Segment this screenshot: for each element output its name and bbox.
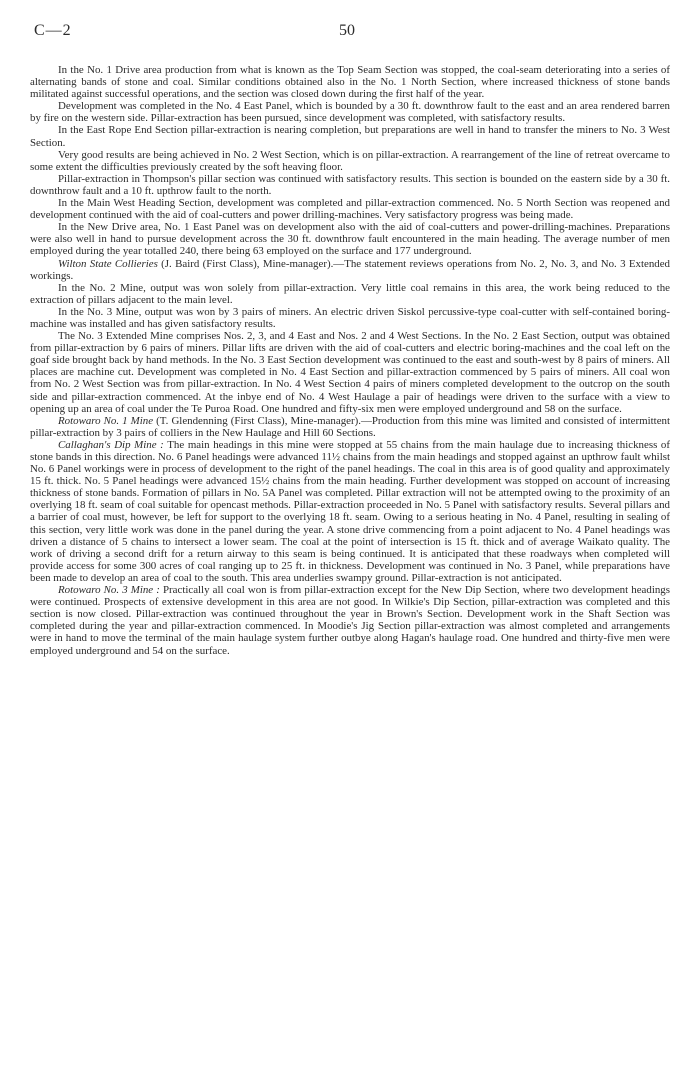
paragraph: Rotowaro No. 1 Mine (T. Glendenning (First Class), Mine-manager).—Production from this mine was limited and consisted of intermittent pillar-extraction by 3 pairs of colliers in the New Haulage and Hill 60 Sections.	[30, 414, 670, 439]
paragraph: The No. 3 Extended Mine comprises Nos. 2, 3, and 4 East and Nos. 2 and 4 West Sections. In the No. 2 East Section, output was obtained from pillar-extraction by 6 pairs of miners. Pillar lifts are driven with the aid of coal-cutters and electric boring-machines and the coal left on the goaf side brought back by hand methods. In the No. 3 East Section development was continued to the east and south-west by 8 pairs of miners. All places are machine cut. Development was completed in No. 4 East Section and pillar-extraction commenced by 5 pairs of miners. All coal won from No. 2 West Section was from pillar-extraction. In No. 4 West Section 4 pairs of miners completed development to the outcrop on the south side and pillar-extraction commenced. At the inbye end of No. 4 West Haulage a pair of headings were driven to the surface with a view to opening up an area of coal under the Te Puroa Road. One hundred and fifty-six men were employed underground and 58 on the surface.	[30, 330, 670, 415]
paragraph: Development was completed in the No. 4 East Panel, which is bounded by a 30 ft. downthrow fault to the east and an area rendered barren by fire on the western side. Pillar-extraction has been pursued, since development was completed, with satisfactory results.	[30, 100, 670, 125]
section-heading: Callaghan's Dip Mine :	[58, 438, 164, 451]
paragraph: In the No. 3 Mine, output was won by 3 pairs of miners. An electric driven Siskol percussive-type coal-cutter with self-contained boring-machine was installed and has given satisfactory results.	[30, 305, 670, 330]
paragraph: Pillar-extraction in Thompson's pillar section was continued with satisfactory results. This section is bounded on the eastern side by a 30 ft. downthrow fault and a 10 ft. upthrow fault to the north.	[30, 172, 670, 197]
document-body	[30, 64, 670, 657]
section-heading: Rotowaro No. 3 Mine :	[58, 584, 160, 597]
paragraph: In the No. 1 Drive area production from what is known as the Top Seam Section was stopped, the coal-seam deteriorating into a series of alternating bands of stone and coal. Similar conditions obtained also in the No. 1 North Section, where increased thickness of stone bands militated against successful operations, and the section was closed down during the first half of the year.	[30, 64, 670, 101]
paragraph: Rotowaro No. 3 Mine : Practically all coal won is from pillar-extraction except for the New Dip Section, where two development headings were continued. Prospects of extensive development in this area are not good. In Wilkie's Dip Section, pillar-extraction was completed and this section is now closed. Pillar-extraction was continued throughout the year in Brown's Section. Development work in the Shaft Section was completed during the year and pillar-extraction commenced. In Moodie's Jig Section pillar-extraction was almost completed and arrangements were in hand to move the terminal of the main haulage system further outbye along Hagan's haulage road. One hundred and thirty-five men were employed underground and 54 on the surface.	[30, 584, 670, 657]
page-header	[34, 22, 660, 42]
paragraph: In the Main West Heading Section, development was completed and pillar-extraction commenced. No. 5 North Section was reopened and development continued with the aid of coal-cutters and power drilling-machines. Very satisfactory progress was being made.	[30, 197, 670, 222]
section-code: C—2	[34, 22, 72, 39]
section-heading: Wilton State Collieries	[58, 257, 158, 270]
paragraph: In the New Drive area, No. 1 East Panel was on development also with the aid of coal-cutters and power-drilling-machines. Preparations were also well in hand to pursue development across the 30 ft. downthrow fault encountered in the main heading. The average number of men employed during the year totalled 240, there being 63 employed on the surface and 177 underground.	[30, 221, 670, 258]
paragraph: In the East Rope End Section pillar-extraction is nearing completion, but preparations are well in hand to transfer the miners to No. 3 West Section.	[30, 124, 670, 149]
paragraph: Very good results are being achieved in No. 2 West Section, which is on pillar-extraction. A rearrangement of the line of retreat overcame to some extent the difficulties previously created by the soft heaving floor.	[30, 148, 670, 173]
paragraph: Wilton State Collieries (J. Baird (First Class), Mine-manager).—The statement reviews operations from No. 2, No. 3, and No. 3 Extended workings.	[30, 257, 670, 282]
section-heading: Rotowaro No. 1 Mine	[58, 414, 154, 427]
paragraph: Callaghan's Dip Mine : The main headings in this mine were stopped at 55 chains from the main haulage due to increasing thickness of stone bands in this direction. No. 6 Panel headings were advanced 11½ chains from the main headings and stopped against an upthrow fault whilst No. 6 Panel workings were in process of development to the right of the panel headings. The coal in this area is of good quality and approximately 15 ft. thick. No. 5 Panel headings were advanced 15½ chains from the main heading. Further development was stopped on account of increasing thickness of stone bands. Formation of pillars in No. 5A Panel was completed. Pillar extraction will not be attempted owing to the proximity of an overlying 18 ft. seam of coal suitable for opencast methods. Pillar-extraction proceeded in No. 5 Panel with satisfactory results. Several pillars and a barrier of coal must, however, be left for support to the overlying 18 ft. seam. Owing to a serious heating in No. 4 Panel, resulting in sealing of this section, very little work was done in the panel during the year. A stone drive commencing from a point adjacent to No. 4 Panel headings was driven a distance of 5 chains to intersect a lower seam. The coal at the point of intersection is 15 ft. thick and of average Waikato quality. The work of driving a second drift for a return airway to this seam is being continued. It is anticipated that these roadways when completed will provide access for some 300 acres of coal ranging up to 25 ft. in thickness. Development was continued in No. 3 Panel, while preparations have been made to develop an area of coal to the south. This area underlies swampy ground. Pillar-extraction is not anticipated.	[30, 438, 671, 584]
page-number: 50	[339, 22, 355, 39]
paragraph: In the No. 2 Mine, output was won solely from pillar-extraction. Very little coal remains in this area, the work being reduced to the extraction of pillars adjacent to the main level.	[30, 281, 670, 306]
